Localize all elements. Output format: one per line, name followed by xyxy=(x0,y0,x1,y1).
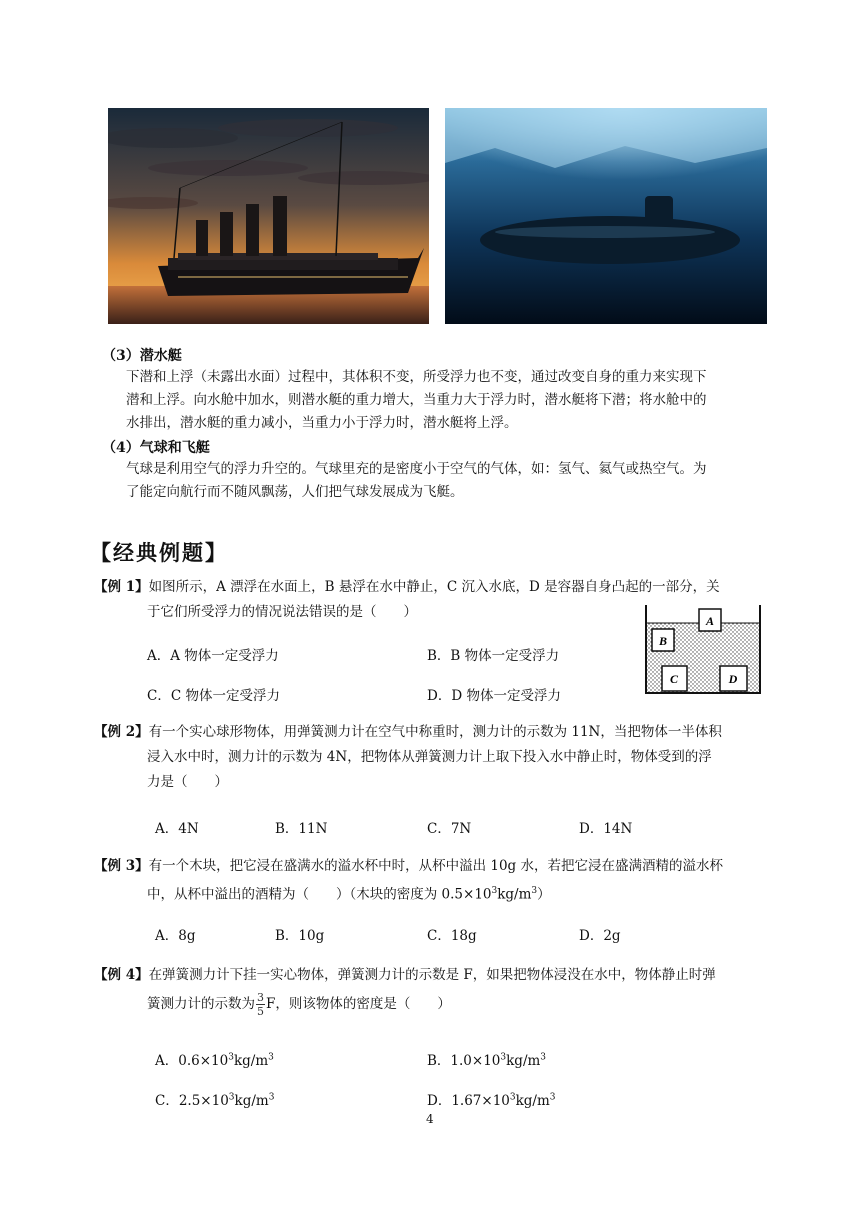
option-b: B．$1.0\times 10^3kg/m^3$ xyxy=(427,1052,547,1069)
section-3-paragraph xyxy=(126,366,786,435)
section-4-heading: （4）气球和飞艇 xyxy=(102,440,210,456)
page-number: 4 xyxy=(426,1112,434,1126)
paragraph-line: 水排出，潜水艇的重力减小，当重力小于浮力时，潜水艇将上浮。 xyxy=(126,415,518,431)
option-d: D．2g xyxy=(579,928,621,944)
example-2 xyxy=(94,720,794,795)
example-tag: 【例 4】 xyxy=(94,967,149,983)
question-text: 在弹簧测力计下挂一实心物体，弹簧测力计的示数是 F，如果把物体浸没在水中，物体静止时弹 xyxy=(148,967,716,983)
fraction xyxy=(256,992,265,1017)
option-a: A．$0.6\times 10^3kg/m^3$ xyxy=(155,1052,274,1069)
superscript: 3 xyxy=(531,886,538,896)
question-text xyxy=(94,990,794,1019)
superscript: 3 xyxy=(491,886,498,896)
question-text-part: 簧测力计的示数为 xyxy=(147,996,255,1012)
option-c: C．C 物体一定受浮力 xyxy=(147,688,280,704)
submarine-underwater-photo xyxy=(445,108,767,324)
example-3 xyxy=(94,854,794,908)
question-text: 于它们所受浮力的情况说法错误的是（ ） xyxy=(147,604,417,620)
titanic-ship-photo xyxy=(108,108,429,324)
option-a: A．8g xyxy=(155,928,196,944)
option-c: C．7N xyxy=(427,821,472,837)
paragraph-line: 了能定向航行而不随风飘荡，人们把气球发展成为飞艇。 xyxy=(126,484,464,500)
figure-label-c: C xyxy=(669,672,679,686)
question-text-part: F，则该物体的密度是（ ） xyxy=(266,996,451,1012)
figure-label-b: B xyxy=(658,634,668,648)
option-c: C．$2.5\times 10^3kg/m^3$ xyxy=(155,1092,275,1109)
option-d: D．$1.67\times 10^3kg/m^3$ xyxy=(427,1092,556,1109)
question-text: 浸入水中时，测力计的示数为 4N，把物体从弹簧测力计上取下投入水中静止时，物体受到的浮 xyxy=(147,749,712,765)
question-text-part: ） xyxy=(537,886,551,903)
option-a: A．4N xyxy=(155,821,199,837)
container-figure xyxy=(644,603,764,695)
figure-label-a: A xyxy=(705,614,715,628)
option-b: B．11N xyxy=(275,821,328,837)
fraction-denominator: 5 xyxy=(257,1005,264,1018)
option-a: A．A 物体一定受浮力 xyxy=(147,648,279,664)
paragraph-line: 下潜和上浮（未露出水面）过程中，其体积不变，所受浮力也不变，通过改变自身的重力来实现下 xyxy=(126,369,707,385)
question-text: 有一个实心球形物体，用弹簧测力计在空气中称重时，测力计的示数为 11N，当把物体一半体积 xyxy=(148,724,722,740)
unit: kg/m xyxy=(497,886,532,903)
option-d: D．D 物体一定受浮力 xyxy=(427,688,561,704)
question-text xyxy=(94,879,794,908)
examples-title: 【经典例题】 xyxy=(90,540,228,565)
option-c: C．18g xyxy=(427,928,477,944)
question-text: 有一个木块，把它浸在盛满水的溢水杯中时，从杯中溢出 10g 水，若把它浸在盛满酒精的溢水杯 xyxy=(148,858,723,874)
option-b: B．B 物体一定受浮力 xyxy=(427,648,560,664)
question-text: 力是（ ） xyxy=(147,774,228,790)
option-b: B．10g xyxy=(275,928,325,944)
fraction-numerator: 3 xyxy=(257,991,264,1004)
paragraph-line: 气球是利用空气的浮力升空的。气球里充的是密度小于空气的气体，如：氢气、氦气或热空气。为 xyxy=(126,461,707,477)
section-3-heading: （3）潜水艇 xyxy=(102,348,182,364)
figure-label-d: D xyxy=(728,672,738,686)
option-d: D．14N xyxy=(579,821,633,837)
section-4-paragraph xyxy=(126,458,786,504)
example-tag: 【例 3】 xyxy=(94,858,149,874)
example-tag: 【例 2】 xyxy=(94,724,149,740)
question-text-part: 中，从杯中溢出的酒精为（ ）（木块的密度为 0.5×10 xyxy=(147,886,492,903)
paragraph-line: 潜和上浮。向水舱中加水，则潜水艇的重力增大，当重力大于浮力时，潜水艇将下潜；将水舱中的 xyxy=(126,392,707,408)
example-tag: 【例 1】 xyxy=(94,579,149,595)
question-text: 如图所示，A 漂浮在水面上，B 悬浮在水中静止，C 沉入水底，D 是容器自身凸起的一部分，关 xyxy=(148,579,720,595)
example-4 xyxy=(94,961,794,1019)
